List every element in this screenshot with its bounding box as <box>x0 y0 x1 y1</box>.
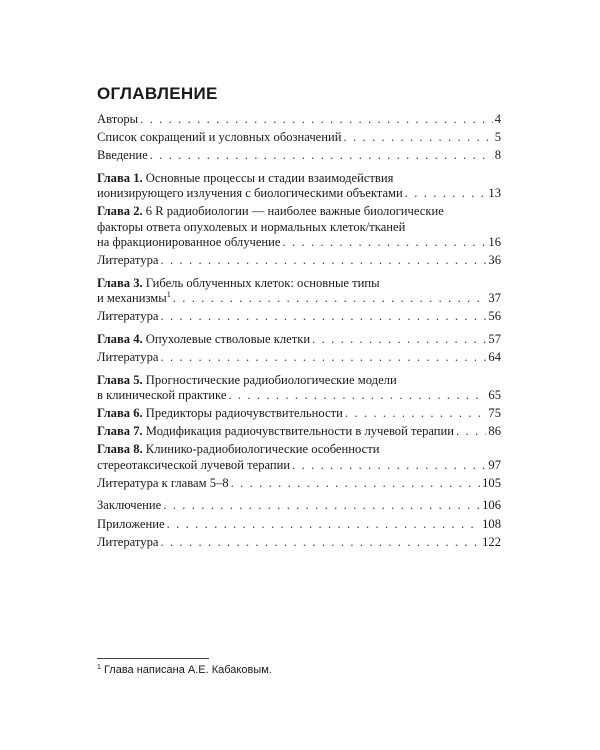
toc-title-text: и механизмы <box>97 291 167 306</box>
toc-title-text: Клинико-радиобиологические особенности <box>142 442 380 457</box>
page-title: ОГЛАВЛЕНИЕ <box>97 84 218 103</box>
toc-line <box>97 424 501 440</box>
chapter-number: Глава 8. <box>97 442 143 457</box>
dot-leader <box>345 406 487 422</box>
toc-entry <box>97 442 501 473</box>
dot-leader <box>405 186 487 202</box>
toc-line <box>97 309 501 325</box>
page-number: 4 <box>494 112 501 126</box>
toc-line <box>97 148 501 164</box>
toc-label <box>97 112 138 128</box>
toc-label <box>97 148 148 164</box>
toc-entry <box>97 373 501 404</box>
toc-line <box>97 458 501 474</box>
toc-title-line <box>97 171 501 187</box>
toc-label <box>97 130 341 146</box>
page-number: 86 <box>488 424 501 439</box>
toc-entry <box>97 253 501 269</box>
page-number: 105 <box>482 475 501 490</box>
toc-title-text: в клинической практике <box>97 388 227 403</box>
toc-title-line <box>97 220 501 236</box>
dot-leader <box>163 498 480 514</box>
toc-label <box>97 458 290 474</box>
toc-line <box>97 332 501 348</box>
toc-label <box>97 291 171 307</box>
toc-line <box>97 406 501 422</box>
page-number: 8 <box>494 148 501 163</box>
toc-line <box>97 130 501 146</box>
toc-label <box>97 517 165 533</box>
page-number: 5 <box>494 130 501 145</box>
toc-line <box>97 388 501 404</box>
toc-entry <box>97 276 501 307</box>
toc-label <box>97 253 158 269</box>
chapter-number: Глава 1. <box>97 170 143 185</box>
toc-title-text: Опухолевые стволовые клетки <box>142 331 311 346</box>
chapter-number: Глава 3. <box>97 275 143 290</box>
toc-title-text: Авторы <box>97 112 139 126</box>
footnote-reference: 1 <box>166 290 171 300</box>
toc-title-text: 6 R радиобиологии — наиболее важные биологические <box>142 204 444 219</box>
toc-entry <box>97 130 501 146</box>
page-number: 65 <box>488 388 501 403</box>
dot-leader <box>456 424 486 440</box>
toc-line <box>97 186 501 202</box>
page-number: 37 <box>488 291 501 306</box>
toc-title-text: факторы ответа опухолевых и нормальных клеток/тканей <box>97 219 406 234</box>
dot-leader <box>160 253 486 269</box>
toc-label <box>97 476 229 492</box>
dot-leader <box>343 130 492 146</box>
dot-leader <box>160 350 486 366</box>
page-number: 16 <box>488 235 501 250</box>
toc-title-line <box>97 204 501 220</box>
toc-entry <box>97 309 501 325</box>
page-number: 108 <box>482 516 501 531</box>
dot-leader <box>160 309 486 325</box>
footnote-text: Глава написана А.Е. Кабаковым. <box>100 664 272 676</box>
toc-title-text: ионизирующего излучения с биологическими объектами <box>97 186 403 201</box>
page-number: 97 <box>488 457 501 472</box>
table-of-contents-page <box>97 84 501 553</box>
toc-entry <box>97 171 501 202</box>
toc-entry <box>97 148 501 164</box>
toc-title-text: Литература <box>97 350 159 365</box>
toc-title-text: Список сокращений и условных обозначений <box>97 130 342 145</box>
page-number: 13 <box>488 186 501 201</box>
page-number: 36 <box>488 253 501 268</box>
toc-entry <box>97 517 501 533</box>
toc-title-line <box>97 276 501 292</box>
toc-entry <box>97 332 501 348</box>
dot-leader <box>150 148 493 164</box>
toc-entry <box>97 424 501 440</box>
toc-entry <box>97 350 501 366</box>
toc-title-text: Введение <box>97 148 148 163</box>
page-number: 56 <box>488 309 501 324</box>
toc-entry <box>97 535 501 551</box>
chapter-number: Глава 6. <box>97 406 143 421</box>
page-number: 122 <box>482 534 501 549</box>
toc-title-line <box>97 373 501 389</box>
toc-label <box>97 535 158 551</box>
footnote-divider <box>97 658 209 659</box>
toc-title-text: Литература <box>97 534 159 549</box>
toc-title-text: Литература к главам 5–8 <box>97 475 229 490</box>
toc-title-text: Приложение <box>97 516 165 531</box>
toc-title-text: Основные процессы и стадии взаимодействия <box>142 170 394 185</box>
toc-label <box>97 332 310 348</box>
footnote <box>97 663 272 677</box>
toc-entry <box>97 406 501 422</box>
toc-line <box>97 498 501 514</box>
page-number: 106 <box>482 498 501 513</box>
toc-title-text: стереотаксической лучевой терапии <box>97 457 291 472</box>
toc-label <box>97 186 403 202</box>
toc-line <box>97 517 501 533</box>
dot-leader <box>292 458 486 474</box>
toc-label <box>97 498 161 514</box>
toc-list <box>97 112 501 550</box>
page-number: 57 <box>488 331 501 346</box>
chapter-number: Глава 5. <box>97 372 143 387</box>
chapter-number: Глава 4. <box>97 331 143 346</box>
dot-leader <box>140 112 493 128</box>
footnote-mark: 1 <box>97 664 101 671</box>
toc-title-text: Модификация радиочувствительности в лучевой терапии <box>142 424 455 439</box>
dot-leader <box>160 535 480 551</box>
toc-title-text: Гибель облученных клеток: основные типы <box>142 275 380 290</box>
toc-label <box>97 424 454 440</box>
toc-title-text: Литература <box>97 309 159 324</box>
dot-leader <box>167 517 481 533</box>
page-number: 64 <box>488 350 501 365</box>
toc-line <box>97 253 501 269</box>
dot-leader <box>231 476 480 492</box>
toc-label <box>97 235 281 251</box>
chapter-number: Глава 7. <box>97 424 143 439</box>
toc-label <box>97 388 226 404</box>
chapter-number: Глава 2. <box>97 204 143 219</box>
toc-line <box>97 291 501 307</box>
dot-leader <box>283 235 487 251</box>
toc-entry <box>97 112 501 128</box>
toc-line <box>97 235 501 251</box>
toc-label <box>97 406 343 422</box>
toc-title-text: Литература <box>97 253 159 268</box>
dot-leader <box>173 291 487 307</box>
toc-entry <box>97 476 501 492</box>
toc-label <box>97 309 158 325</box>
toc-line <box>97 350 501 366</box>
toc-title-text: Прогностические радиобиологические модели <box>142 372 397 387</box>
toc-title-text: Заключение <box>97 498 162 513</box>
toc-title-text: на фракционированное облучение <box>97 235 281 250</box>
toc-line <box>97 535 501 551</box>
dot-leader <box>312 332 486 348</box>
dot-leader <box>228 388 486 404</box>
toc-title-line <box>97 442 501 458</box>
toc-entry <box>97 204 501 251</box>
toc-entry <box>97 498 501 514</box>
toc-line <box>97 476 501 492</box>
page-number: 75 <box>488 406 501 421</box>
toc-line <box>97 112 501 128</box>
toc-label <box>97 350 158 366</box>
toc-title-text: Предикторы радиочувствительности <box>142 406 343 421</box>
